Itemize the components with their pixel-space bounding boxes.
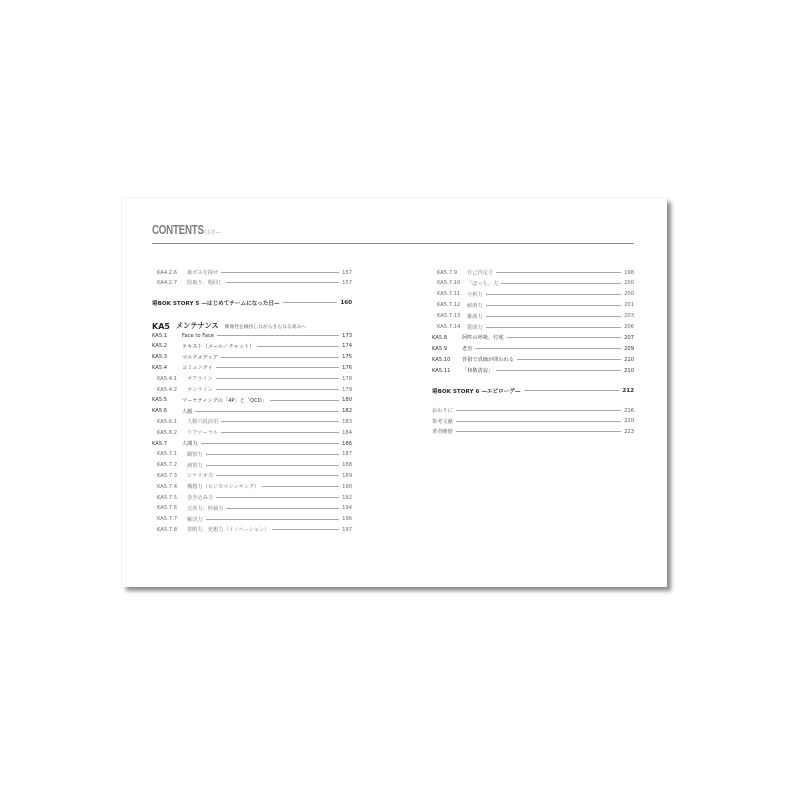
toc-entry[interactable] bbox=[152, 439, 352, 448]
toc-entry[interactable] bbox=[152, 374, 352, 383]
entry-page: 189 bbox=[342, 472, 352, 479]
leader-line bbox=[195, 411, 339, 412]
entry-number: KA5.7.1 bbox=[157, 451, 178, 458]
leader-line bbox=[486, 294, 622, 295]
entry-number: KA5.6.2 bbox=[157, 429, 178, 436]
entry-page: 198 bbox=[624, 269, 634, 276]
leader-line bbox=[216, 389, 339, 390]
entry-label: 自己肯定力 bbox=[467, 270, 493, 276]
toc-entry[interactable] bbox=[432, 301, 634, 310]
leader-line bbox=[270, 400, 339, 401]
toc-entry[interactable] bbox=[432, 344, 634, 353]
entry-label: 参考文献 bbox=[432, 418, 453, 425]
entry-label: 解決力 bbox=[187, 516, 203, 523]
toc-entry[interactable] bbox=[432, 333, 634, 342]
leader-line bbox=[206, 454, 340, 455]
entry-number: KA4.2.6 bbox=[157, 269, 178, 276]
entry-label: 交渉力、仲裁力 bbox=[187, 505, 224, 512]
story-entry[interactable] bbox=[432, 386, 634, 395]
toc-entry[interactable] bbox=[152, 385, 352, 394]
entry-number: KA5.6.1 bbox=[157, 418, 178, 425]
entry-label: マルチメディア bbox=[182, 354, 218, 361]
entry-number: KA5.5 bbox=[152, 397, 168, 404]
toc-entry[interactable] bbox=[432, 312, 634, 321]
entry-page: 200 bbox=[624, 291, 634, 298]
entry-label: 人脈 bbox=[182, 408, 193, 415]
leader-line bbox=[226, 508, 339, 509]
leader-line bbox=[221, 432, 339, 433]
entry-number: KA5.11 bbox=[432, 367, 451, 374]
entry-page: 157 bbox=[342, 279, 352, 286]
toc-entry[interactable] bbox=[152, 363, 352, 372]
leader-line bbox=[507, 337, 622, 338]
entry-page: 188 bbox=[342, 462, 352, 469]
entry-number: KA5.7.7 bbox=[157, 516, 178, 523]
leader-line bbox=[221, 421, 339, 422]
entry-number: KA5.7.11 bbox=[437, 291, 461, 298]
entry-label: 洞察力 bbox=[187, 462, 203, 469]
entry-number: KA5.10 bbox=[432, 356, 451, 363]
entry-label: マーケティングの「4P」と「QCD」 bbox=[182, 397, 267, 404]
leader-line bbox=[475, 348, 621, 349]
entry-page: 182 bbox=[342, 408, 352, 415]
leader-line bbox=[496, 272, 621, 273]
entry-label: 構想力（ロジカルシンキング） bbox=[187, 484, 260, 491]
entry-number: KA5.7.3 bbox=[157, 472, 178, 479]
story-page: 212 bbox=[622, 387, 634, 394]
toc-entry[interactable] bbox=[152, 525, 352, 534]
entry-label: 雑談力 bbox=[467, 313, 483, 320]
toc-entry[interactable] bbox=[152, 493, 352, 502]
entry-label: 着眼力、発想力（イノベーション） bbox=[187, 527, 270, 534]
entry-label: Face to Face bbox=[182, 332, 214, 339]
toc-entry[interactable] bbox=[152, 396, 352, 405]
leader-line bbox=[221, 272, 339, 273]
entry-label: テキスト（メール／チャット） bbox=[182, 343, 255, 350]
leader-line bbox=[217, 335, 339, 336]
toc-entry[interactable] bbox=[152, 428, 352, 437]
entry-number: KA5.7.8 bbox=[157, 526, 178, 533]
leader-line bbox=[283, 302, 338, 303]
entry-number: KA5.7.10 bbox=[437, 280, 461, 287]
entry-number: KA5.7 bbox=[152, 440, 168, 447]
entry-page: 184 bbox=[342, 429, 352, 436]
toc-entry[interactable] bbox=[152, 450, 352, 459]
leader-line bbox=[201, 443, 340, 444]
entry-page: 157 bbox=[342, 269, 352, 276]
leader-line bbox=[501, 283, 621, 284]
entry-page: 210 bbox=[624, 367, 634, 374]
entry-label: 分析力 bbox=[467, 291, 483, 298]
toc-entry[interactable] bbox=[152, 331, 352, 340]
toc-entry[interactable] bbox=[432, 355, 634, 364]
toc-entry[interactable] bbox=[432, 268, 634, 277]
entry-page: 210 bbox=[624, 356, 634, 363]
entry-label: 観察力 bbox=[187, 451, 203, 458]
entry-page: 190 bbox=[342, 483, 352, 490]
story-label: 場BOK STORY 6 —エピローグ— bbox=[432, 388, 521, 395]
entry-label: コミュニティ bbox=[182, 365, 213, 372]
toc-entry[interactable] bbox=[432, 366, 634, 375]
entry-number: KA5.7.5 bbox=[157, 494, 178, 501]
entry-label: 背損で真価が問われる bbox=[462, 357, 514, 364]
entry-page: 187 bbox=[342, 451, 352, 458]
leader-line bbox=[257, 346, 339, 347]
toc-entry[interactable] bbox=[152, 482, 352, 491]
entry-label: 耐雨力 bbox=[467, 302, 483, 309]
leader-line bbox=[486, 316, 622, 317]
leader-line bbox=[272, 529, 339, 530]
contents-page bbox=[122, 198, 667, 587]
toc-entry[interactable] bbox=[152, 515, 352, 524]
entry-label: 段取り、根回し bbox=[187, 280, 224, 286]
entry-number: KA5.7.12 bbox=[437, 302, 461, 309]
entry-label: オフライン bbox=[187, 376, 213, 383]
entry-number: KA5.7.14 bbox=[437, 324, 461, 330]
entry-page: 223 bbox=[624, 428, 634, 435]
leader-line bbox=[456, 410, 621, 411]
toc-entry[interactable] bbox=[432, 323, 634, 332]
entry-label: オンライン bbox=[187, 387, 213, 393]
entry-page: 206 bbox=[624, 324, 634, 330]
entry-label: 人間力 bbox=[182, 441, 198, 447]
entry-number: KA5.6 bbox=[152, 408, 168, 415]
contents-heading: CONTENTS bbox=[152, 223, 204, 237]
entry-number: KA5.7.6 bbox=[157, 505, 178, 512]
chapter-description: 関係性を維持しながらきらなる高みへ bbox=[224, 324, 306, 330]
leader-line bbox=[456, 421, 621, 422]
entry-label: 質問力 bbox=[467, 324, 483, 331]
story-label: 場BOK STORY 5 —はじめてチームになった日— bbox=[152, 300, 280, 307]
entry-number: KA5.7.9 bbox=[437, 269, 458, 276]
entry-label: 裏ボスを探せ bbox=[187, 270, 219, 276]
leader-line bbox=[486, 327, 622, 328]
entry-page: 220 bbox=[624, 418, 634, 424]
toc-entry[interactable] bbox=[432, 427, 634, 436]
leader-line bbox=[216, 367, 339, 368]
toc-entry[interactable] bbox=[152, 342, 352, 351]
story-entry[interactable] bbox=[152, 298, 352, 307]
toc-entry[interactable] bbox=[432, 279, 634, 288]
entry-page: 178 bbox=[342, 375, 352, 382]
chapter-code: KA5 bbox=[152, 321, 170, 331]
leader-line bbox=[221, 357, 339, 358]
toc-entry[interactable] bbox=[152, 278, 352, 287]
contents-subheading: —目次— bbox=[199, 230, 222, 236]
entry-page: 216 bbox=[624, 407, 634, 414]
entry-number: KA5.9 bbox=[432, 345, 448, 352]
leader-line bbox=[496, 370, 621, 371]
entry-number: KA5.7.13 bbox=[437, 313, 461, 320]
entry-label: 阿吽の呼吸、忖度 bbox=[462, 335, 504, 342]
entry-page: 174 bbox=[342, 343, 352, 350]
leader-line bbox=[226, 282, 339, 283]
entry-number: KA5.8 bbox=[432, 334, 448, 341]
title-rule bbox=[152, 243, 634, 244]
entry-label: 「ぼっち」力 bbox=[467, 280, 499, 287]
entry-page: 180 bbox=[342, 397, 352, 404]
toc-entry[interactable] bbox=[432, 406, 634, 415]
entry-page: 186 bbox=[342, 440, 352, 447]
entry-page: 200 bbox=[624, 280, 634, 287]
entry-label: 「和敬清寂」 bbox=[462, 368, 494, 375]
entry-number: KA5.1 bbox=[152, 332, 168, 339]
toc-entry[interactable] bbox=[152, 353, 352, 362]
entry-page: 183 bbox=[342, 418, 352, 425]
entry-page: 179 bbox=[342, 386, 352, 393]
entry-label: リファーラル bbox=[187, 430, 218, 437]
entry-page: 209 bbox=[624, 345, 634, 352]
toc-entry[interactable] bbox=[432, 417, 634, 426]
entry-label: 著者略歴 bbox=[432, 429, 453, 435]
leader-line bbox=[524, 390, 620, 391]
story-page: 160 bbox=[340, 299, 352, 306]
entry-number: KA5.7.2 bbox=[157, 462, 178, 469]
entry-number: KA5.4.1 bbox=[157, 375, 178, 382]
entry-number: KA5.4 bbox=[152, 364, 168, 371]
entry-page: 192 bbox=[342, 494, 352, 501]
leader-line bbox=[216, 497, 339, 498]
entry-label: 老害 bbox=[462, 346, 473, 353]
entry-page: 194 bbox=[342, 505, 352, 512]
entry-label: 巻き込み力 bbox=[187, 495, 213, 501]
entry-page: 203 bbox=[624, 313, 634, 320]
entry-page: 201 bbox=[624, 302, 634, 309]
chapter-name: メンテナンス bbox=[175, 321, 219, 330]
leader-line bbox=[206, 465, 340, 466]
toc-entry[interactable] bbox=[152, 407, 352, 416]
entry-page: 175 bbox=[342, 354, 352, 361]
toc-entry[interactable] bbox=[152, 268, 352, 277]
leader-line bbox=[486, 305, 622, 306]
entry-label: 人脈六段活用 bbox=[187, 419, 219, 426]
entry-page: 196 bbox=[342, 516, 352, 523]
entry-number: KA4.2.7 bbox=[157, 279, 178, 286]
leader-line bbox=[206, 519, 340, 520]
entry-number: KA5.3 bbox=[152, 354, 168, 361]
entry-page: 176 bbox=[342, 364, 352, 371]
contents-title bbox=[152, 223, 221, 237]
entry-number: KA5.4.2 bbox=[157, 386, 178, 393]
entry-number: KA5.7.4 bbox=[157, 483, 178, 490]
toc-entry[interactable] bbox=[152, 504, 352, 513]
leader-line bbox=[517, 359, 621, 360]
toc-entry[interactable] bbox=[152, 461, 352, 470]
leader-line bbox=[216, 475, 339, 476]
toc-entry[interactable] bbox=[152, 417, 352, 426]
leader-line bbox=[262, 486, 339, 487]
toc-entry[interactable] bbox=[432, 290, 634, 299]
entry-page: 173 bbox=[342, 332, 352, 339]
toc-entry[interactable] bbox=[152, 471, 352, 480]
entry-label: おわりに bbox=[432, 408, 453, 414]
entry-page: 207 bbox=[624, 334, 634, 341]
entry-label: シナリオ力 bbox=[187, 473, 213, 480]
entry-number: KA5.2 bbox=[152, 343, 168, 350]
leader-line bbox=[216, 378, 339, 379]
leader-line bbox=[456, 431, 621, 432]
entry-page: 197 bbox=[342, 526, 352, 533]
